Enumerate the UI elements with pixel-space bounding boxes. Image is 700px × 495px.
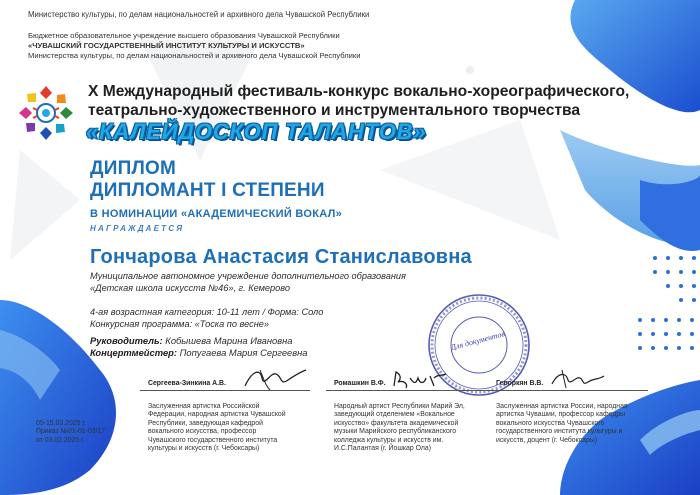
accompanist-row (90, 347, 308, 359)
awarded-label: НАГРАЖДАЕТСЯ (90, 224, 185, 233)
festival-line-2: театрально-художественного и инструментального творчества (88, 102, 581, 119)
org-line-1: Муниципальное автономное учреждение дополнительного образования (90, 271, 406, 281)
order-info (36, 420, 105, 445)
diploma-title: ДИПЛОМ (90, 158, 176, 179)
order-date: от 03.02.2025 г. (36, 436, 85, 444)
signatory-2-titles: Народный артист Республики Марий Эл, заведующий отделением «Вокальное искусство» факультета академической музыки Марийского республиканского колледжа культуры и искусств им. И.С.Палантая (г. Йошкар Ола) (334, 403, 465, 453)
festival-line-1: X Международный фестиваль-конкурс вокально-хореографического, (88, 83, 630, 100)
accompanist-name: Попугаева Мария Сергеевна (179, 347, 308, 358)
signatory-3-titles: Заслуженная артистка России, народная артистка Чувашии, профессор кафедры вокального искусства Чувашского государственного института культуры и искусств, доцент (г. Чебоксары) (496, 403, 628, 444)
institution-line-2: «ЧУВАШСКИЙ ГОСУДАРСТВЕННЫЙ ИНСТИТУТ КУЛЬТУРЫ И ИСКУССТВ» (28, 41, 305, 50)
institution-line-3: Министерства культуры, по делам национальностей и архивного дела Чувашской Республики (28, 51, 361, 60)
order-number: Приказ №01-01-03/17 (36, 428, 106, 436)
accompanist-label: Концертмейстер: (90, 347, 178, 358)
teachers (90, 335, 308, 359)
signature-3-icon (548, 368, 608, 392)
signatory-3-name: Геворкян В.В. (496, 380, 544, 387)
leader-name: Кобышева Марина Ивановна (165, 335, 293, 346)
competition-details (90, 307, 323, 330)
festival-name: «КАЛЕЙДОСКОП ТАЛАНТОВ» (86, 119, 427, 144)
festival-logo-icon (14, 82, 78, 144)
recipient-organization (90, 271, 406, 294)
leader-label: Руководитель: (90, 335, 163, 346)
ministry-header: Министерство культуры, по делам национальностей и архивного дела Чувашской Республики (28, 10, 370, 19)
signatory-1-titles: Заслуженная артистка Российской Федерации, народная артистка Чувашской Республики, заведующая кафедрой вокального искусства, профессор Чувашского государственного института культуры и искусств (г. Чебоксары) (148, 403, 286, 453)
signatory-2-name: Ромашкин В.Ф. (334, 380, 386, 387)
signature-1-icon (240, 366, 310, 392)
org-line-2: «Детская школа искусств №46», г. Кемерово (90, 282, 290, 293)
signature-2-icon (390, 368, 450, 392)
leader-row (90, 335, 308, 347)
festival-title (88, 82, 678, 120)
recipient-name: Гончарова Анастасия Станиславовна (90, 246, 472, 268)
competition-program: Конкурсная программа: «Тоска по весне» (90, 318, 269, 329)
diploma-degree: ДИПЛОМАНТ I СТЕПЕНИ (90, 180, 325, 201)
signatory-1-name: Сергеева-Зинкина А.В. (148, 380, 226, 387)
nomination: В НОМИНАЦИИ «АКАДЕМИЧЕСКИЙ ВОКАЛ» (90, 208, 343, 220)
festival-dates: 05-15.03.2025 г. (36, 420, 86, 427)
institution-line-1: Бюджетное образовательное учреждение высшего образования Чувашской Республики (28, 31, 340, 40)
stamp-text: Для документов (449, 329, 506, 353)
age-category: 4-ая возрастная категория: 10-11 лет / Форма: Соло (90, 307, 324, 317)
diploma-heading (90, 158, 325, 202)
